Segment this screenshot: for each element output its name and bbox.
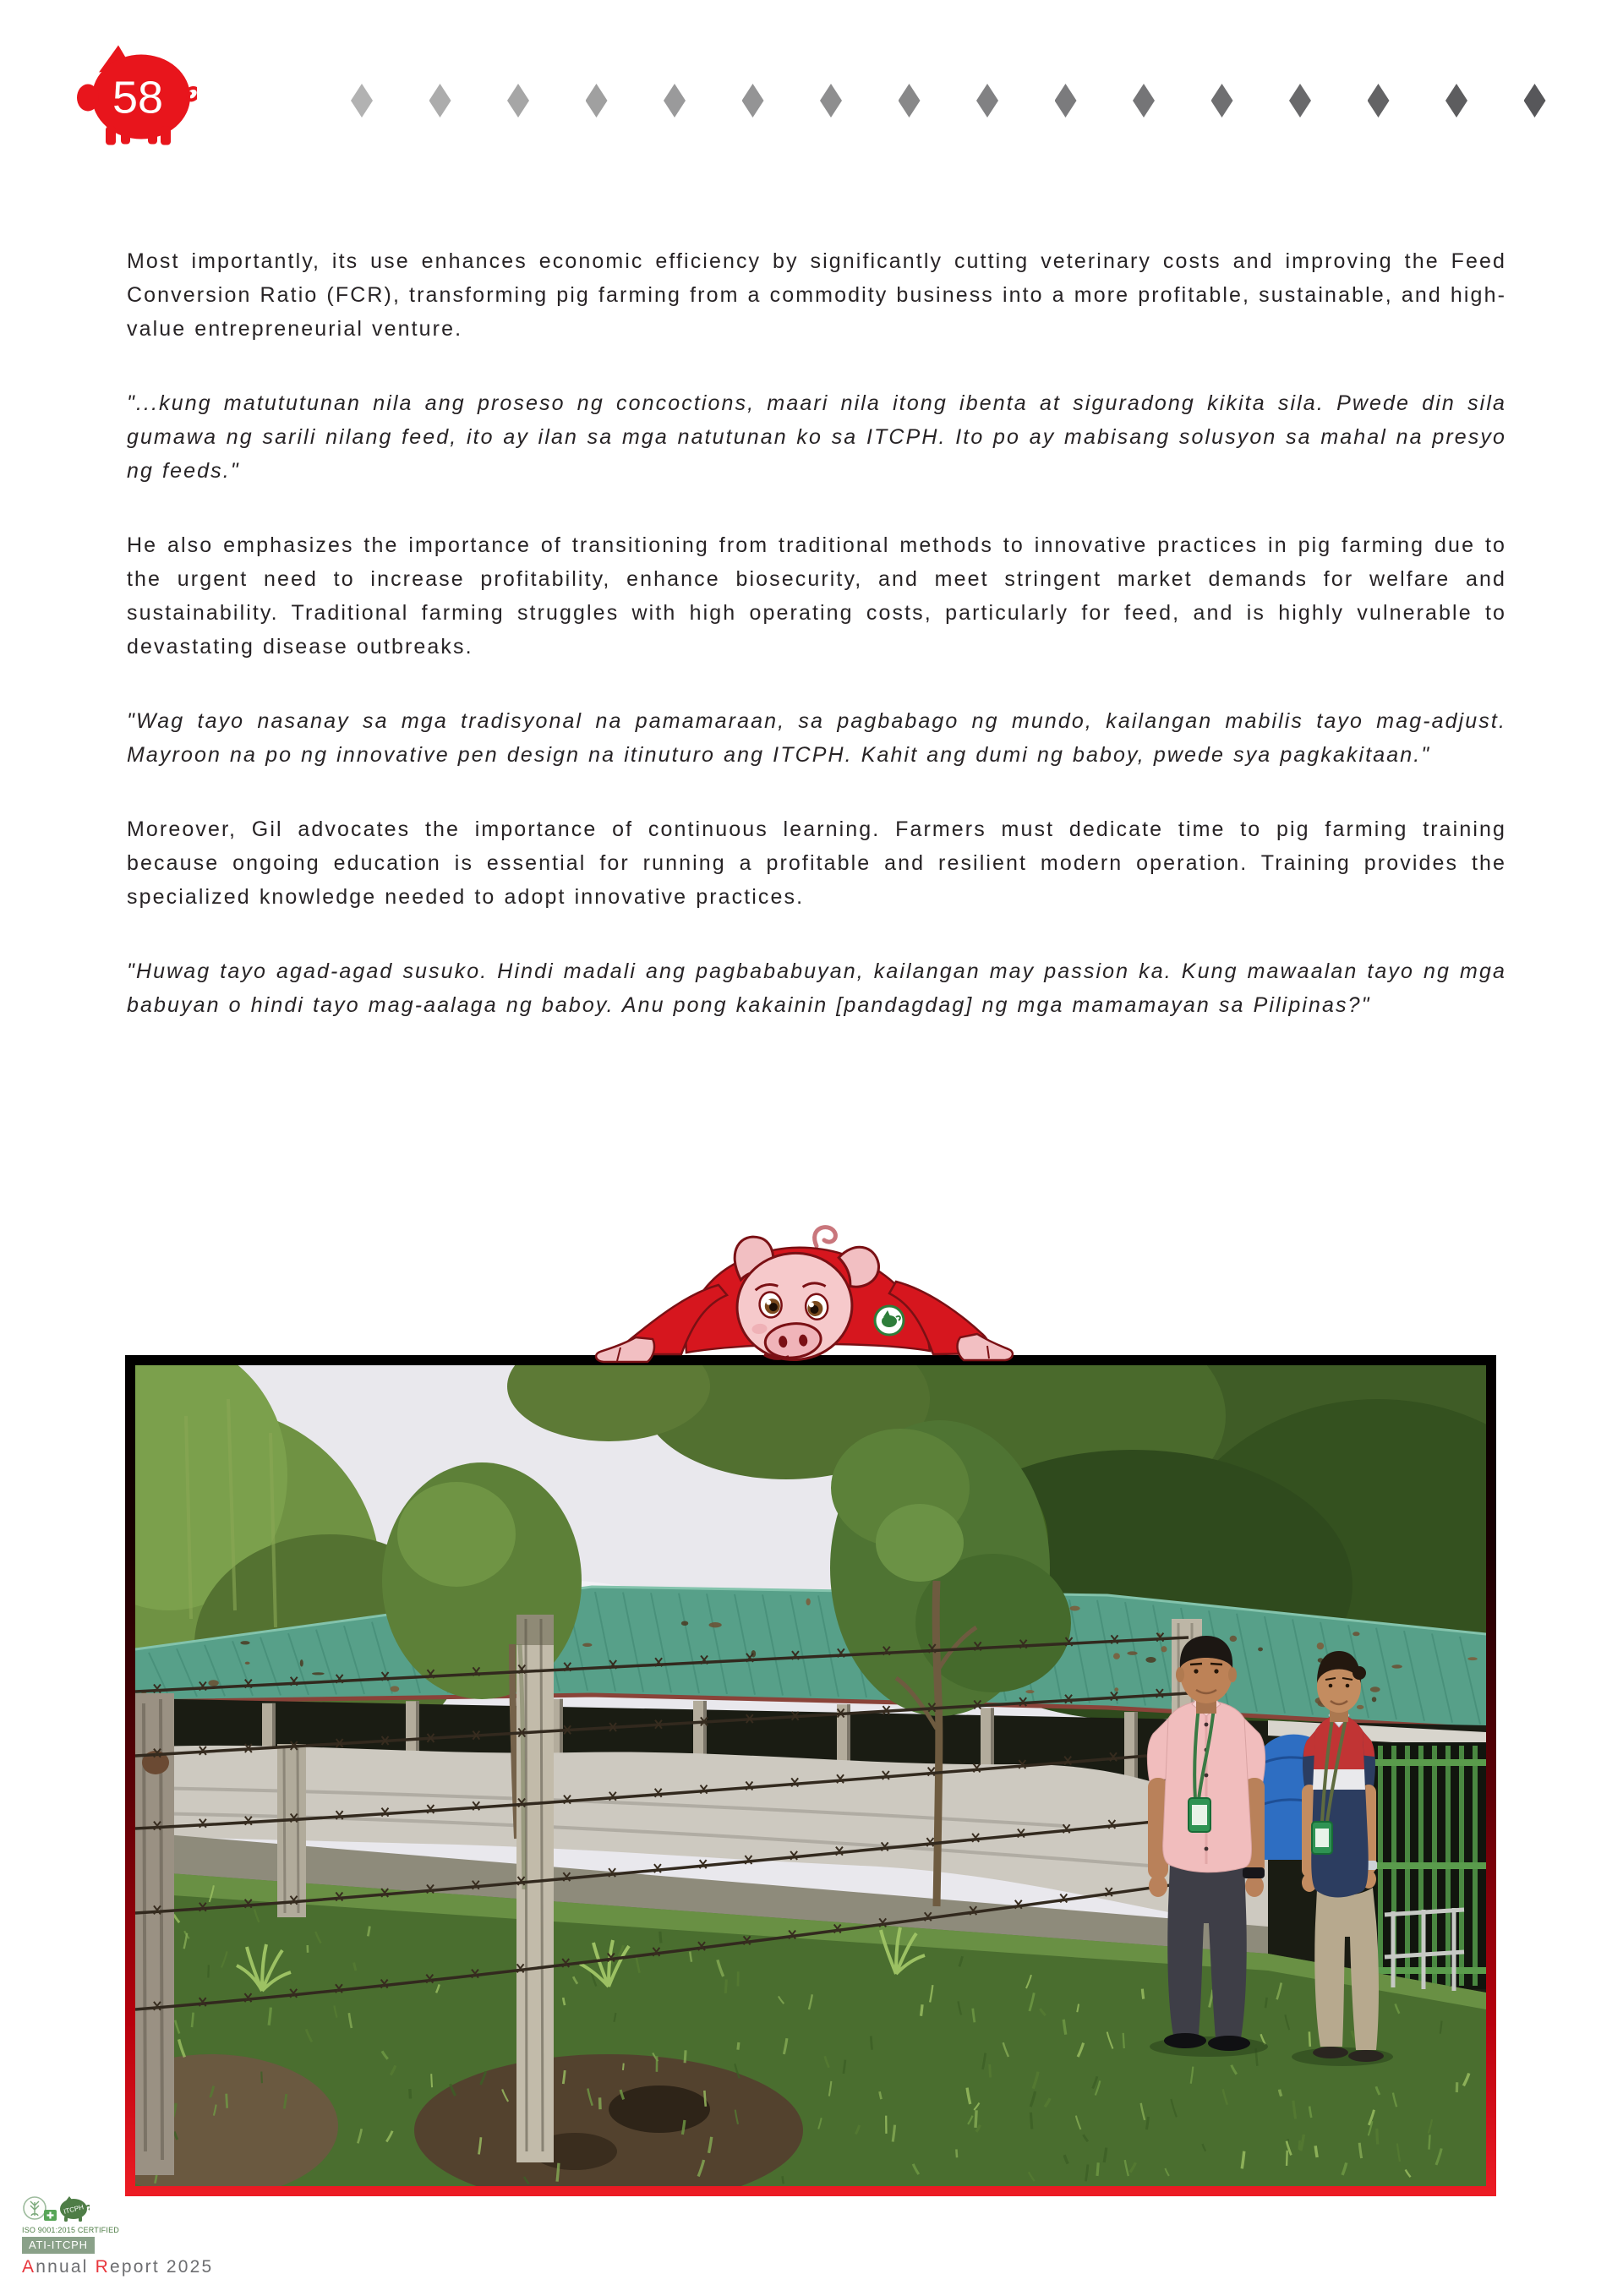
article-body <box>127 244 1506 1063</box>
diamond-icon <box>899 84 921 118</box>
iso-cert-logo-icon <box>24 2197 57 2221</box>
itcph-logo-text: ITCPH <box>63 2203 85 2216</box>
iso-certification-text: ISO 9001:2015 CERTIFIED <box>22 2226 119 2234</box>
diamond-icon <box>1055 84 1077 118</box>
page-number-pig-badge <box>70 42 197 150</box>
diamond-icon <box>742 84 764 118</box>
paragraph-6-quote: "Huwag tayo agad-agad susuko. Hindi madali ang pagbababuyan, kailangan may passion ka. Kung mawaalan tayo ng mga babuyan o hindi tayo mag-aalaga ng baboy. Anu pong kakainin [pandagdag] ng mga mamamayan sa Pilipinas?" <box>127 959 1506 1017</box>
org-badge: ATI-ITCPH <box>22 2237 95 2254</box>
mascot-left-hoof <box>596 1337 654 1362</box>
title-initial-a: A <box>22 2257 36 2277</box>
farm-photo <box>135 1365 1486 2186</box>
page-number: 58 <box>112 72 164 123</box>
photo-frame <box>125 1355 1496 2196</box>
pig-tail-icon <box>187 88 197 100</box>
diamond-icon <box>1289 84 1311 118</box>
diamond-icon <box>586 84 608 118</box>
paragraph-5: Moreover, Gil advocates the importance of continuous learning. Farmers must dedicate time to pig farming training because ongoing education is essential for running a profitable and resilient modern operation. Training provides the specialized knowledge needed to adopt innovative practices. <box>127 817 1506 909</box>
paragraph-1: Most importantly, its use enhances economic efficiency by significantly cutting veterinary costs and improving the Feed Conversion Ratio (FCR), transforming pig farming from a commodity business into a more profitable, sustainable, and high-value entrepreneurial venture. <box>127 249 1506 341</box>
diamond-icon <box>429 84 451 118</box>
diamond-icon <box>820 84 842 118</box>
footer-logos <box>22 2195 90 2224</box>
itcph-pig-logo-icon <box>60 2196 90 2222</box>
diamond-icon <box>664 84 686 118</box>
diamond-divider <box>351 84 1551 118</box>
diamond-icon <box>976 84 998 118</box>
mascot-right-hoof <box>958 1334 1013 1360</box>
diamond-icon <box>1445 84 1467 118</box>
pig-mascot-illustration <box>592 1222 1019 1368</box>
title-initial-r: R <box>95 2257 111 2277</box>
mascot-tail-icon <box>815 1227 836 1246</box>
paragraph-3: He also emphasizes the importance of transitioning from traditional methods to innovative practices in pig farming due to the urgent need to increase profitability, enhance biosecurity, and meet stringent market demands for welfare and sustainability. Traditional farming struggles with high operating costs, particularly for feed, and is highly vulnerable to devastating disease outbreaks. <box>127 533 1506 659</box>
diamond-icon <box>507 84 529 118</box>
diamond-icon <box>1524 84 1546 118</box>
diamond-icon <box>351 84 373 118</box>
paragraph-2-quote: "...kung matututunan nila ang proseso ng concoctions, maari nila itong ibenta at siguradong kikita sila. Pwede din sila gumawa ng sarili nilang feed, ito ay ilan sa mga natutunan ko sa ITCPH. Ito po ay mabisang solusyon sa mahal na presyo ng feeds." <box>127 391 1506 483</box>
diamond-icon <box>1211 84 1233 118</box>
mascot-shoulder-logo-badge <box>875 1306 904 1335</box>
paragraph-4-quote: "Wag tayo nasanay sa mga tradisyonal na pamamaraan, sa pagbabago ng mundo, kailangan mabilis tayo mag-adjust. Mayroon na po ng innovative pen design na itinuturo ang ITCPH. Kahit ang dumi ng baboy, pwede sya pagkakitaan." <box>127 709 1506 767</box>
diamond-icon <box>1133 84 1155 118</box>
footer <box>22 2195 377 2277</box>
diamond-icon <box>1368 84 1390 118</box>
report-title: Annual Report 2025 <box>22 2257 214 2277</box>
